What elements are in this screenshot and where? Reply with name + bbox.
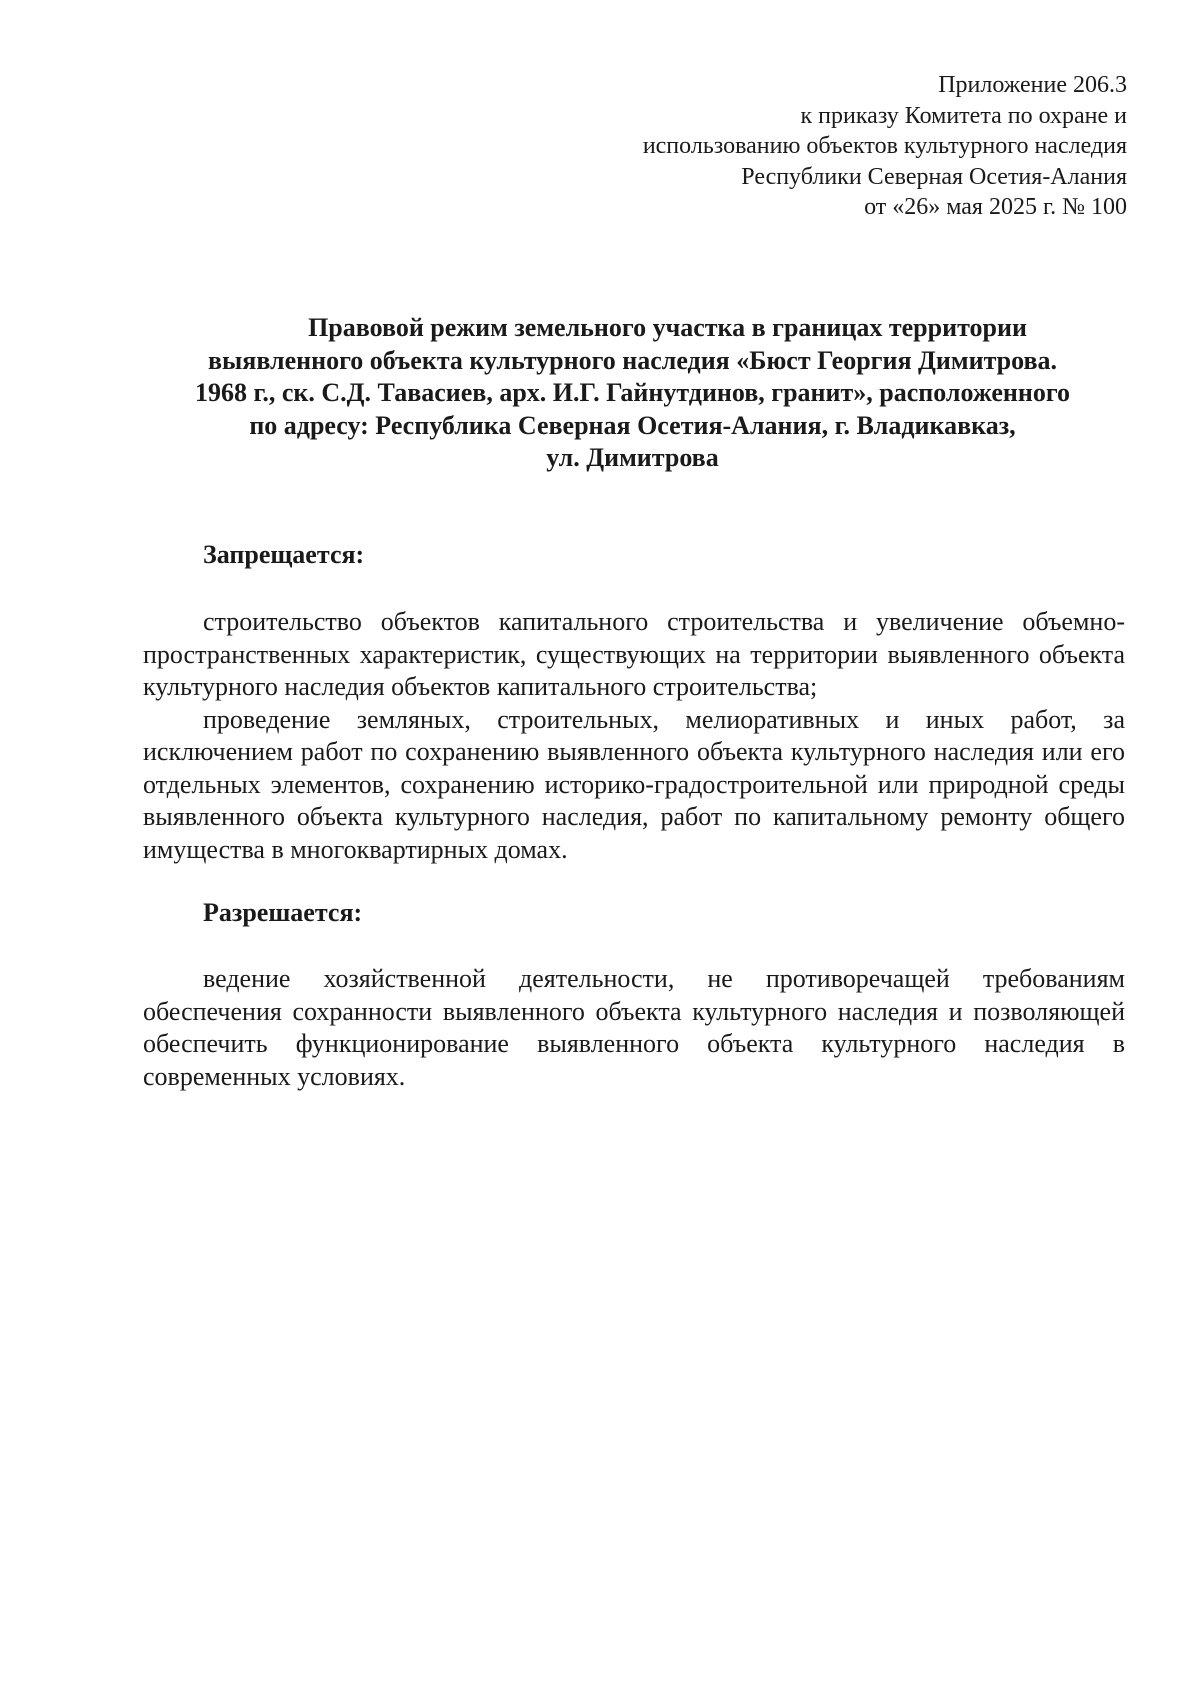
title-line: по адресу: Республика Северная Осетия-Алания, г. Владикавказ,: [249, 410, 1016, 440]
appendix-reference: [487, 70, 1127, 223]
prohibited-section: [143, 606, 1125, 866]
appendix-number: Приложение 206.3: [938, 72, 1127, 98]
appendix-republic-line: Республики Северная Осетия-Алания: [741, 163, 1127, 190]
prohibited-paragraph: проведение земляных, строительных, мелиоративных и иных работ, за исключением работ по сохранению выявленного объекта культурного наследия или его отдельных элементов, сохранению историко-градостроительной или природной среды выявленного объекта культурного наследия, работ по капитальному ремонту общего имущества в многоквартирных домах.: [143, 704, 1125, 864]
permitted-paragraph: ведение хозяйственной деятельности, не противоречащей требованиям обеспечения сохранности выявленного объекта культурного наследия и позволяющей обеспечить функционирование выявленного объекта культурного наследия в современных условиях.: [143, 964, 1125, 1091]
title-line: выявленного объекта культурного наследия «Бюст Георгия Димитрова.: [207, 345, 1058, 375]
appendix-date-line: от «26» мая 2025 г. № 100: [864, 194, 1127, 220]
document-title: [140, 312, 1125, 475]
appendix-committee-line: использованию объектов культурного наследия: [642, 133, 1127, 159]
appendix-order-line: к приказу Комитета по охране и: [800, 102, 1127, 129]
prohibited-paragraph: строительство объектов капитального строительства и увеличение объемно-пространственных характеристик, существующих на территории выявленного объекта культурного наследия объектов капитального строительства;: [143, 607, 1125, 701]
title-line: Правовой режим земельного участка в границах территории: [308, 313, 1027, 342]
permitted-heading: Разрешается:: [203, 898, 363, 927]
permitted-section: [143, 963, 1125, 1093]
prohibited-heading: Запрещается:: [203, 540, 365, 569]
title-line: ул. Димитрова: [546, 443, 719, 472]
title-line: 1968 г., ск. С.Д. Тавасиев, арх. И.Г. Гайнутдинов, гранит», расположенного: [194, 378, 1071, 407]
